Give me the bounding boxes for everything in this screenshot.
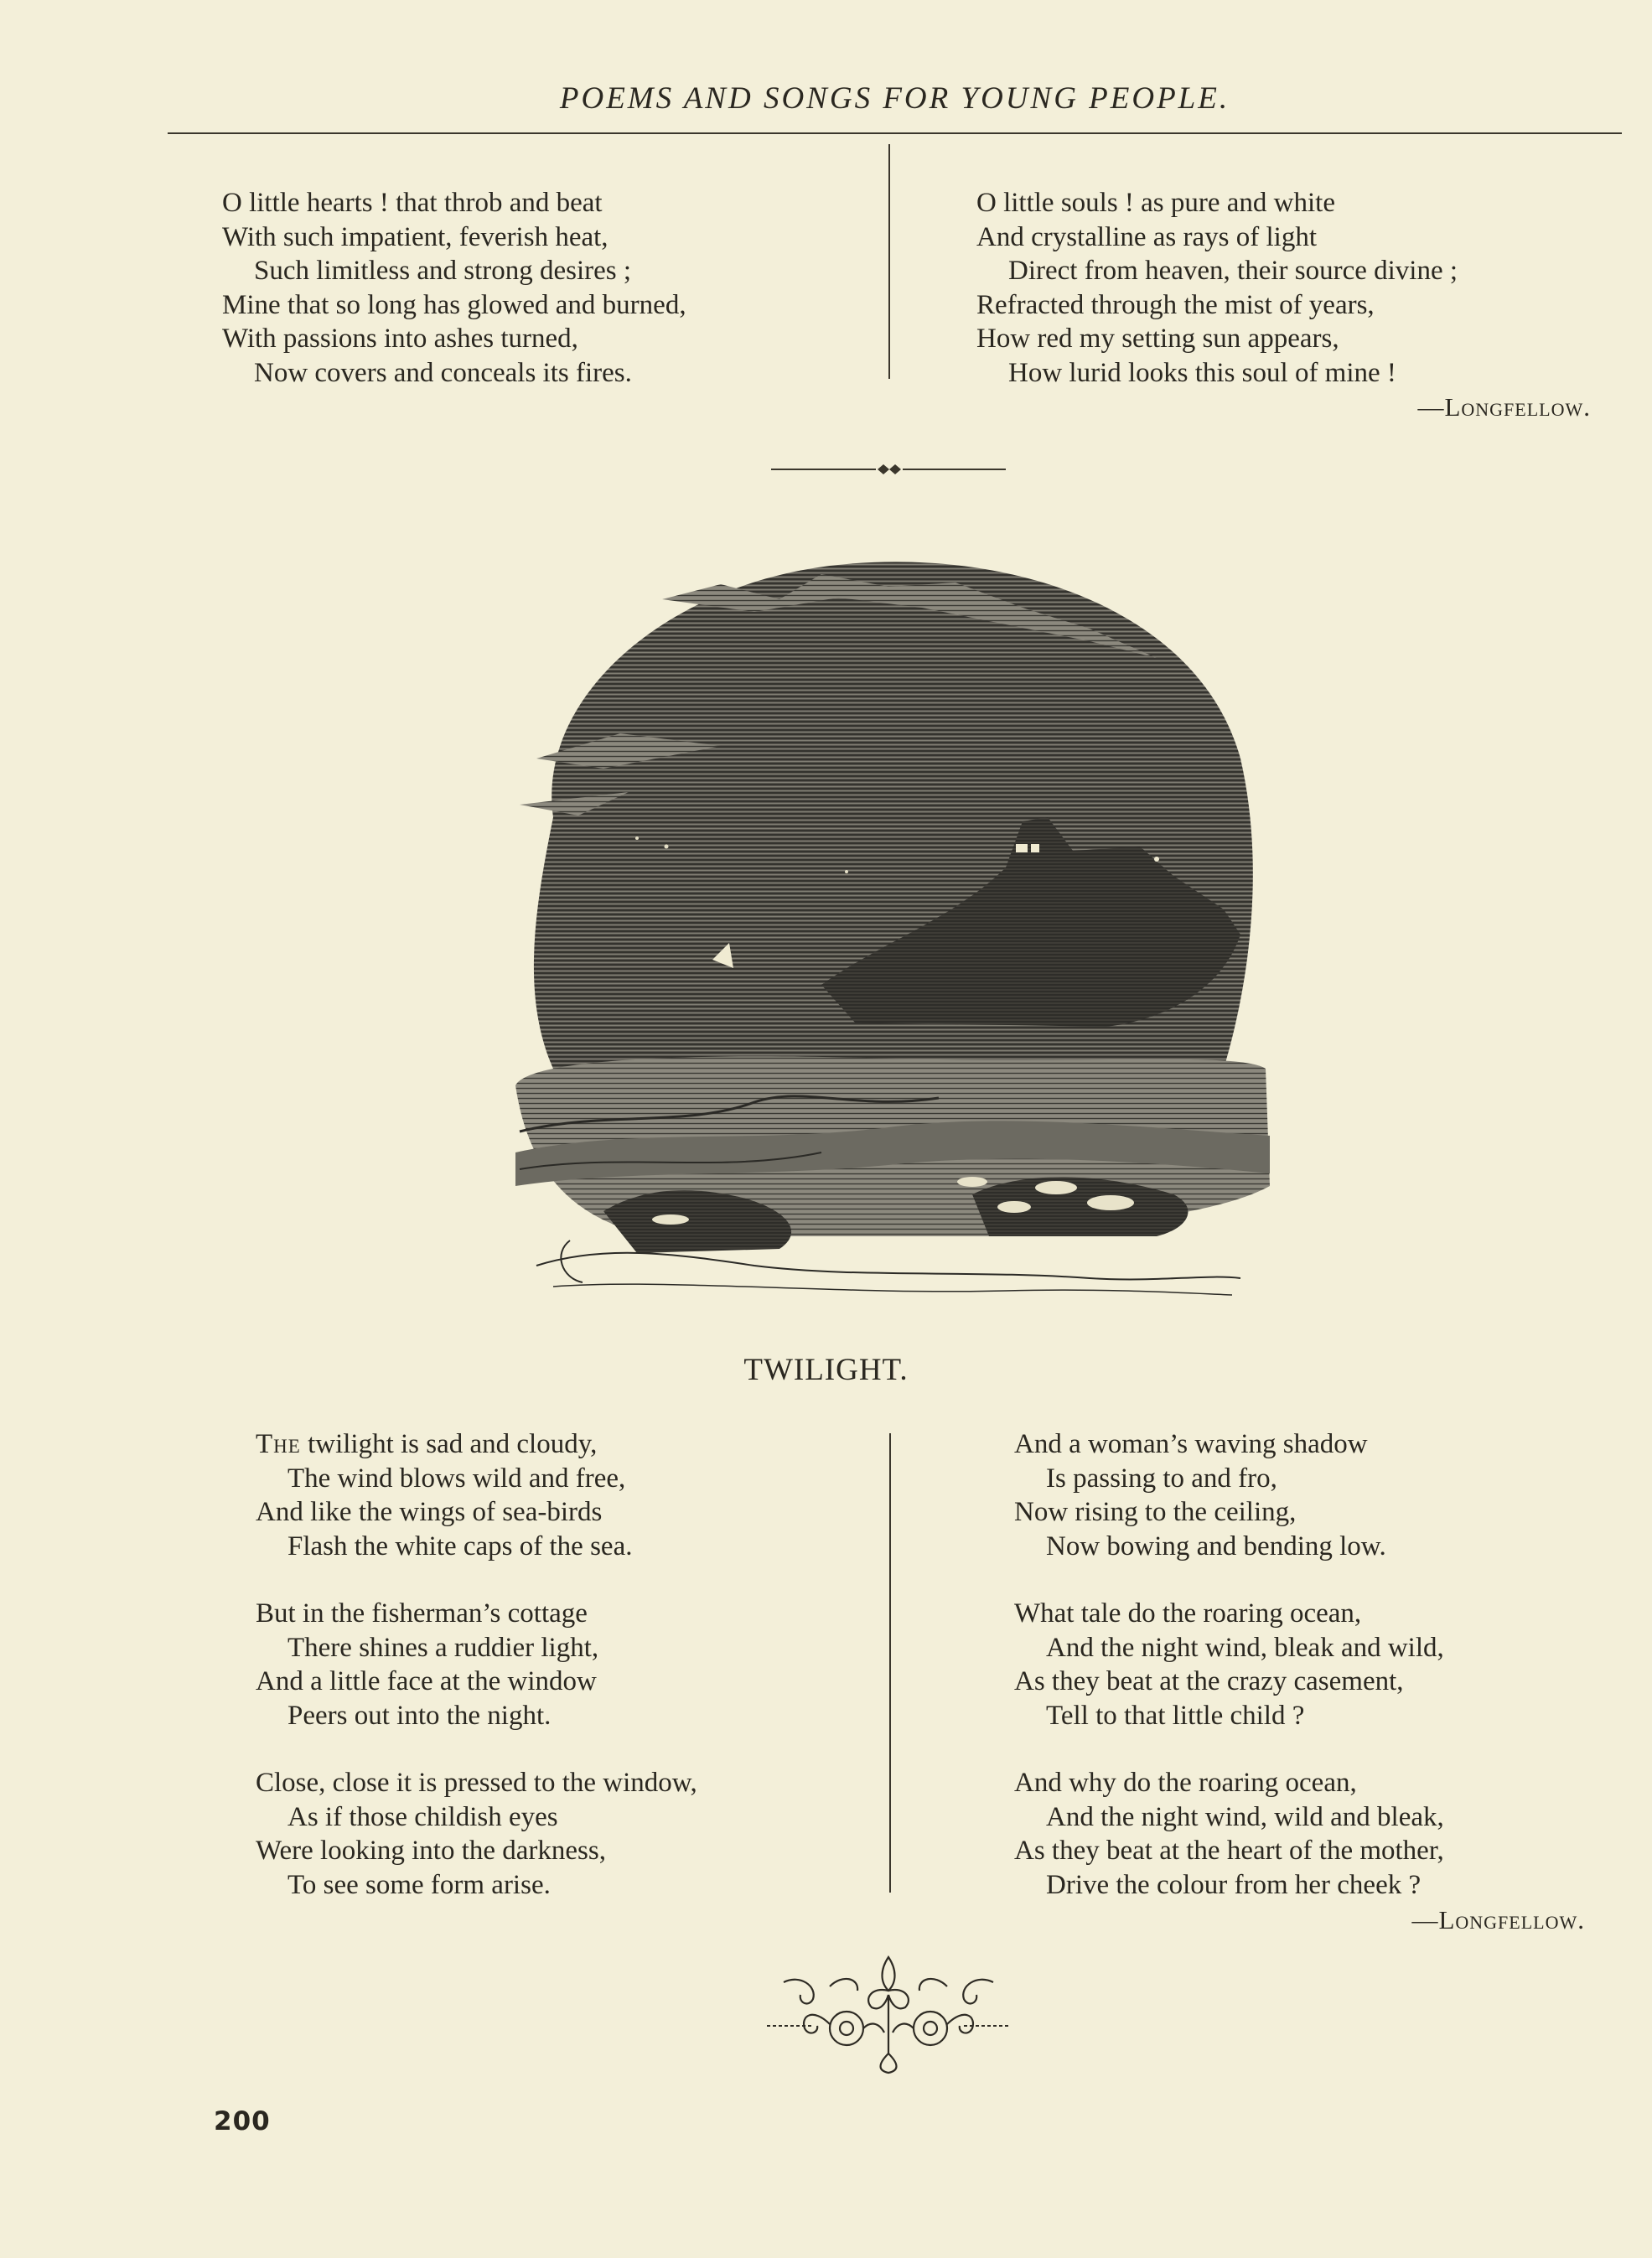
verse-line: Direct from heaven, their source divine ; xyxy=(1008,256,1458,286)
poem-two-right-stanza xyxy=(1014,1597,1444,1732)
column-divider xyxy=(888,144,890,379)
page-number: 200 xyxy=(214,2106,271,2136)
floral-tailpiece-icon xyxy=(767,1949,1010,2074)
verse-line: How lurid looks this soul of mine ! xyxy=(1008,357,1396,388)
verse-line: There shines a ruddier light, xyxy=(287,1632,599,1663)
verse-line: And a little face at the window xyxy=(256,1666,597,1696)
verse-line: Flash the white caps of the sea. xyxy=(287,1530,633,1561)
verse-line: Close, close it is pressed to the window, xyxy=(256,1768,697,1798)
verse-line: And why do the roaring ocean, xyxy=(1014,1768,1357,1798)
verse-line xyxy=(256,1427,632,1462)
verse-line: Were looking into the darkness, xyxy=(256,1836,606,1866)
verse-line: What tale do the roaring ocean, xyxy=(1014,1598,1362,1629)
verse-line: With passions into ashes turned, xyxy=(222,324,578,354)
verse-line: To see some form arise. xyxy=(287,1869,551,1900)
verse-line: As they beat at the crazy casement, xyxy=(1014,1666,1404,1696)
opening-word: The xyxy=(256,1429,301,1459)
ornamental-rule xyxy=(771,459,1006,479)
poem-one-left-stanza xyxy=(222,186,686,390)
verse-line: Refracted through the mist of years, xyxy=(976,289,1375,320)
verse-line: And crystalline as rays of light xyxy=(976,221,1317,252)
verse-line-rest: twilight is sad and cloudy, xyxy=(300,1429,598,1459)
verse-line: Tell to that little child ? xyxy=(1046,1700,1305,1731)
verse-line: As if those childish eyes xyxy=(287,1801,558,1832)
verse-line: Peers out into the night. xyxy=(287,1700,552,1731)
verse-line: Mine that so long has glowed and burned, xyxy=(222,289,686,320)
verse-line: The wind blows wild and free, xyxy=(287,1463,626,1494)
verse-line: O little souls ! as pure and white xyxy=(976,188,1336,218)
running-head: POEMS AND SONGS FOR YOUNG PEOPLE. xyxy=(559,81,1230,116)
verse-line: And the night wind, wild and bleak, xyxy=(1046,1801,1444,1832)
poem-two-right-stanza xyxy=(1014,1427,1386,1563)
verse-line: As they beat at the heart of the mother, xyxy=(1014,1836,1444,1866)
poem-two-left-stanza xyxy=(256,1597,598,1732)
poem-one-right-stanza xyxy=(976,186,1458,390)
verse-line: O little hearts ! that throb and beat xyxy=(222,188,603,218)
column-divider xyxy=(889,1433,891,1893)
header-rule xyxy=(168,132,1622,134)
poem-two-left-stanza xyxy=(256,1427,632,1563)
verse-line: And a woman’s waving shadow xyxy=(1014,1429,1368,1459)
verse-line: And the night wind, bleak and wild, xyxy=(1046,1632,1444,1663)
verse-line: With such impatient, feverish heat, xyxy=(222,221,608,252)
verse-line: Drive the colour from her cheek ? xyxy=(1046,1869,1422,1900)
poem-two-left-stanza xyxy=(256,1766,697,1902)
poem-title: TWILIGHT. xyxy=(743,1353,909,1387)
verse-line: But in the fisherman’s cottage xyxy=(256,1598,588,1629)
poem-one-attribution: —Longfellow. xyxy=(1417,392,1591,422)
poem-two-right-stanza xyxy=(1014,1766,1444,1902)
seascape-engraving xyxy=(503,549,1282,1316)
verse-line: Now bowing and bending low. xyxy=(1046,1530,1386,1561)
verse-line: Now rising to the ceiling, xyxy=(1014,1497,1297,1527)
verse-line: How red my setting sun appears, xyxy=(976,324,1339,354)
verse-line: Is passing to and fro, xyxy=(1046,1463,1277,1494)
verse-line: Such limitless and strong desires ; xyxy=(254,256,632,286)
verse-line: Now covers and conceals its fires. xyxy=(254,357,632,388)
poem-two-attribution: —Longfellow. xyxy=(1411,1905,1585,1934)
verse-line: And like the wings of sea-birds xyxy=(256,1497,603,1527)
